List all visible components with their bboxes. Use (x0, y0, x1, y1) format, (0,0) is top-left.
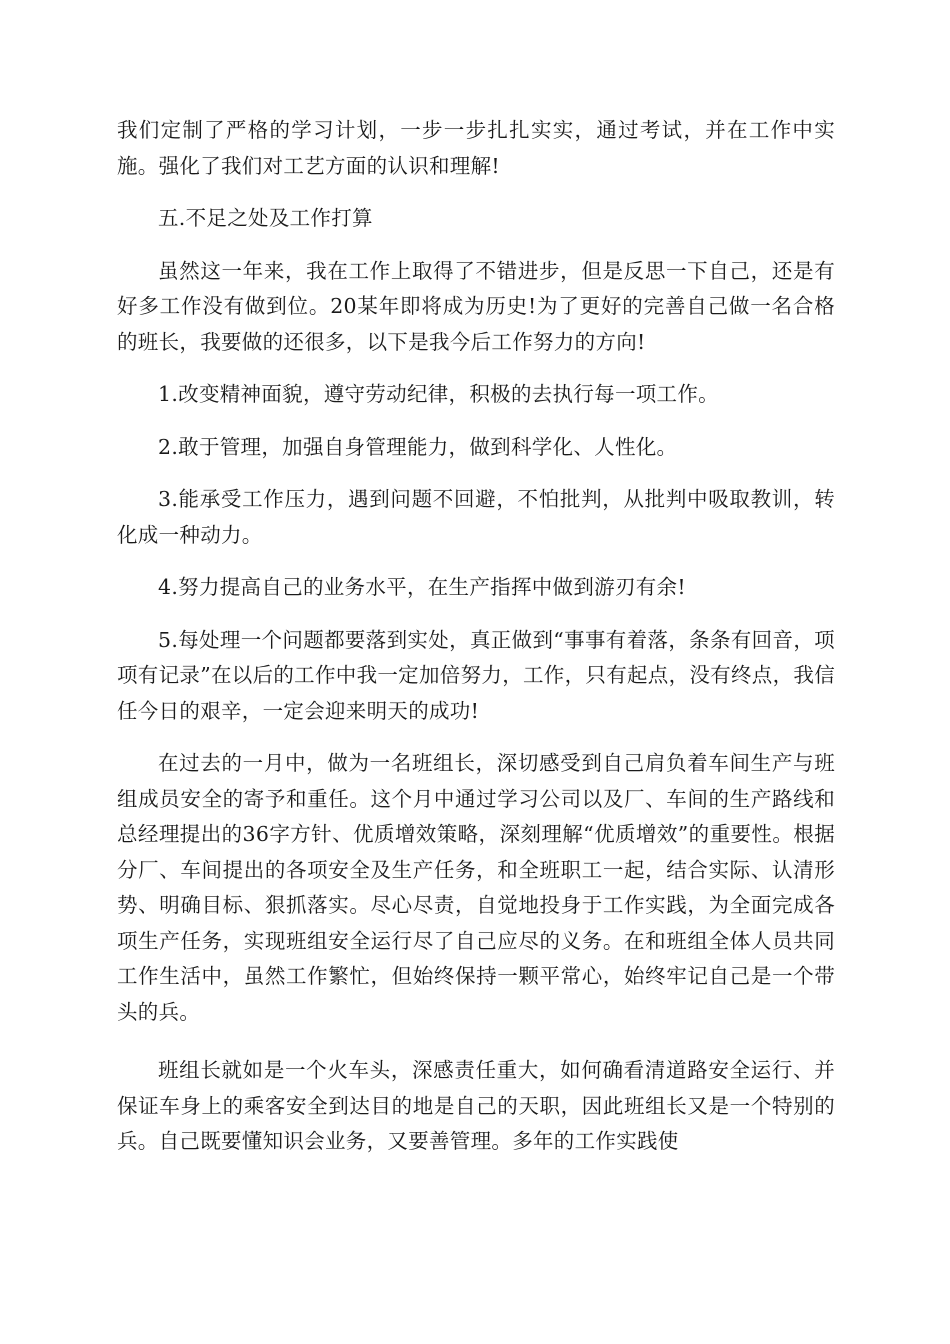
paragraph-past-month: 在过去的一月中，做为一名班组长，深切感受到自己肩负着车间生产与班组成员安全的寄予和重任。这个月中通过学习公司以及厂、车间的生产路线和总经理提出的36字方针、优质增效策略，深刻理解“优质增效”的重要性。根据分厂、车间提出的各项安全及生产任务，和全班职工一起，结合实际、认清形势、明确目标、狠抓落实。尽心尽责，自觉地投身于工作实践，为全面完成各项生产任务，实现班组安全运行尽了自己应尽的义务。在和班组全体人员共同工作生活中，虽然工作繁忙，但始终保持一颗平常心，始终牢记自己是一个带头的兵。 (117, 751, 835, 1024)
section-heading-shortcomings: 五.不足之处及工作打算 (158, 206, 373, 230)
list-item-2: 2.敢于管理，加强自身管理能力，做到科学化、人性化。 (158, 434, 678, 459)
paragraph-team-leader: 班组长就如是一个火车头，深感责任重大，如何确看清道路安全运行、并保证车身上的乘客安全到达目的地是自己的天职，因此班组长又是一个特别的兵。自己既要懂知识会业务，又要善管理。多年的工作实践使 (117, 1058, 835, 1153)
list-item-4: 4.努力提高自己的业务水平，在生产指挥中做到游刃有余! (158, 575, 686, 599)
paragraph-reflection: 虽然这一年来，我在工作上取得了不错进步，但是反思一下自己，还是有好多工作没有做到位。20某年即将成为历史!为了更好的完善自己做一名合格的班长，我要做的还很多，以下是我今后工作努力的方向! (117, 258, 835, 354)
list-item-5: 5.每处理一个问题都要落到实处，真正做到“事事有着落，条条有回音，项项有记录”在以后的工作中我一定加倍努力，工作，只有起点，没有终点，我信任今日的艰辛，一定会迎来明天的成功! (117, 627, 835, 723)
list-item-3: 3.能承受工作压力，遇到问题不回避，不怕批判，从批判中吸取教训，转化成一种动力。 (117, 487, 835, 547)
document-body (117, 113, 835, 1177)
paragraph-study-plan: 我们定制了严格的学习计划，一步一步扎扎实实，通过考试，并在工作中实施。强化了我们对工艺方面的认识和理解! (117, 118, 835, 178)
list-item-1: 1.改变精神面貌，遵守劳动纪律，积极的去执行每一项工作。 (158, 382, 719, 406)
